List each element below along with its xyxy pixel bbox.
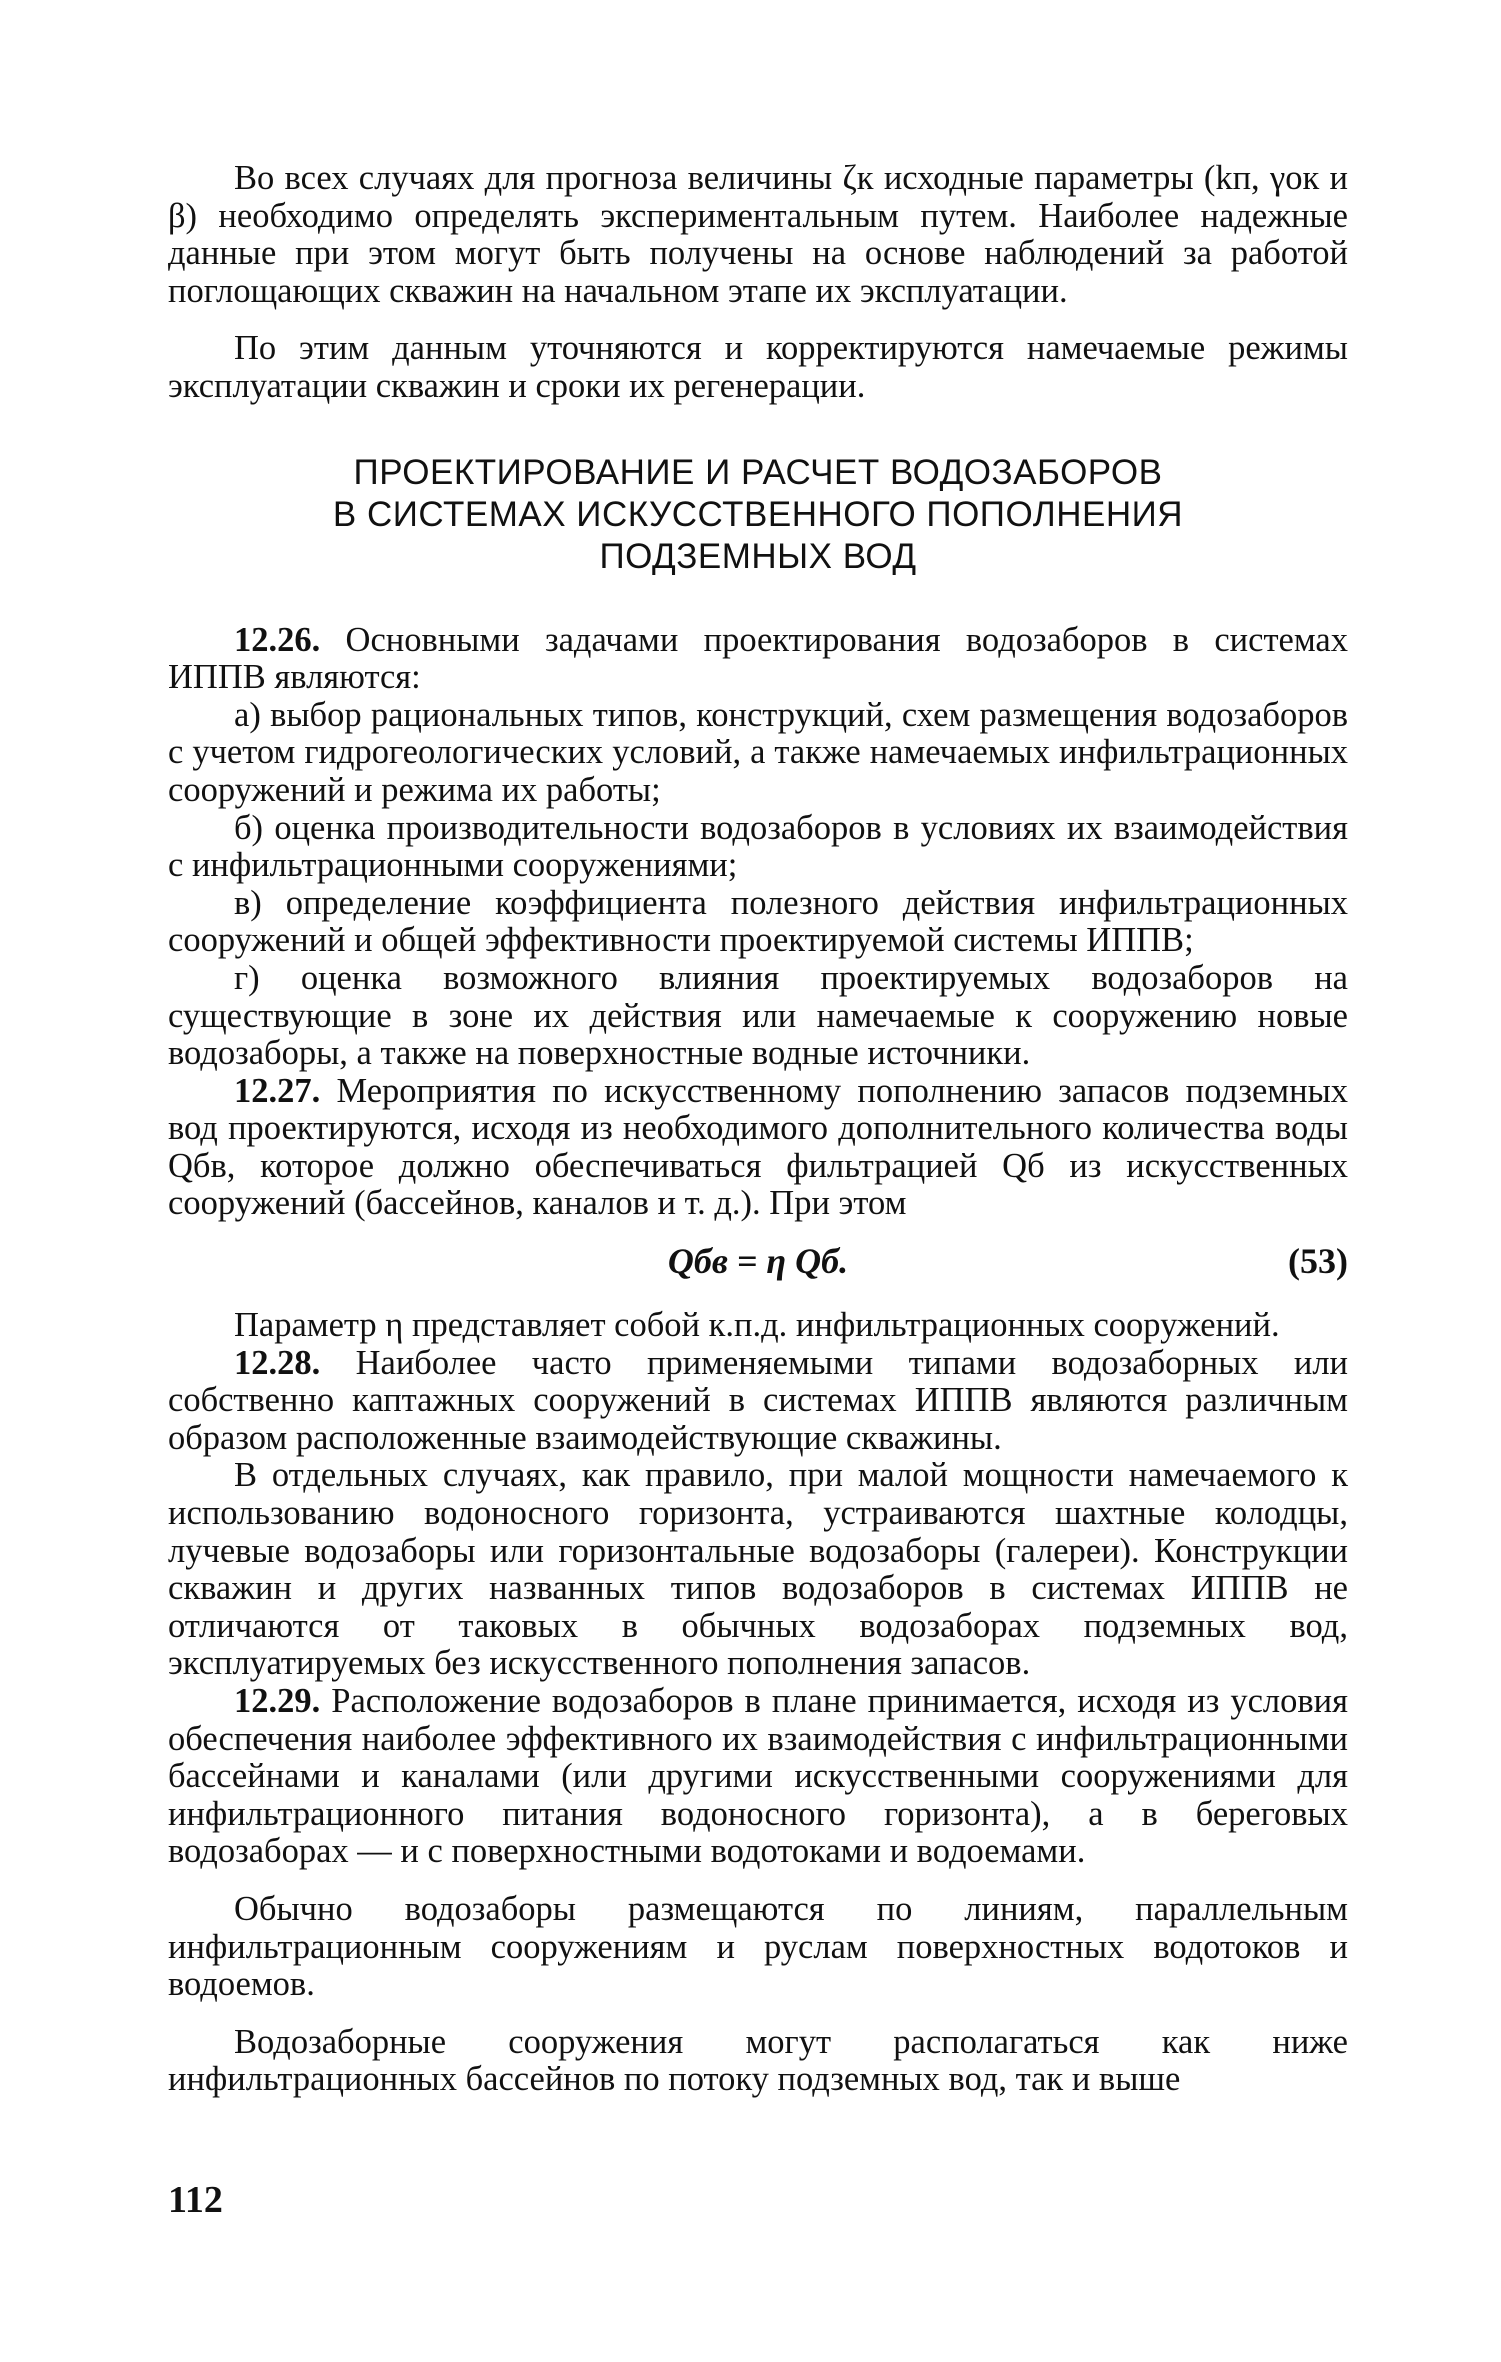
clause-12-28 — [168, 1345, 1348, 1458]
paragraph-placement-lines: Обычно водозаборы размещаются по линиям, параллельным инфильтрационным сооружениям и руслам поверхностных водотоков и водоемов. — [168, 1889, 1348, 2004]
paragraph-eta: Параметр η представляет собой к.п.д. инфильтрационных сооружений. — [234, 1306, 1280, 1345]
paragraph-forecast-parameters: Во всех случаях для прогноза величины ζк исходные параметры (kп, γок и β) необходимо определять экспериментальным путем. Наиболее надежные данные при этом могут быть получены на основе наблюдений за работой поглощающих скважин на начальном этапе их эксплуатации. — [168, 159, 1348, 310]
equation-number: (53) — [1288, 1241, 1348, 1282]
paragraph-regimes: По этим данным уточняются и корректируются намечаемые режимы эксплуатации скважин и сроки их регенерации. — [168, 329, 1348, 405]
list-item-v: в) определение коэффициента полезного действия инфильтрационных сооружений и общей эффективности проектируемой системы ИППВ; — [168, 883, 1348, 960]
section-heading-line-1: ПРОЕКТИРОВАНИЕ И РАСЧЕТ ВОДОЗАБОРОВ — [353, 452, 1163, 492]
clause-12-29 — [168, 1683, 1348, 1871]
list-item-b: б) оценка производительности водозаборов в условиях их взаимодействия с инфильтрационными сооружениями; — [168, 808, 1348, 885]
clause-text: Наиболее часто применяемыми типами водозаборных или собственно каптажных сооружений в системах ИППВ являются различным образом расположенные взаимодействующие скважины. — [168, 1343, 1349, 1457]
section-heading-line-2: В СИСТЕМАХ ИСКУССТВЕННОГО ПОПОЛНЕНИЯ — [332, 494, 1184, 534]
clause-text: Основными задачами проектирования водозаборов в системах ИППВ являются: — [168, 620, 1348, 697]
clause-number: 12.29. — [234, 1682, 321, 1720]
clause-number: 12.26. — [234, 620, 321, 659]
clause-12-26 — [168, 622, 1348, 697]
list-item-g: г) оценка возможного влияния проектируемых водозаборов на существующие в зоне их действия или намечаемые к сооружению новые водозаборы, а также на поверхностные водные источники. — [168, 958, 1348, 1073]
clause-12-27 — [168, 1073, 1348, 1223]
section-heading-line-3: ПОДЗЕМНЫХ ВОД — [599, 536, 917, 576]
section-heading — [168, 452, 1348, 578]
clause-text: Расположение водозаборов в плане принимается, исходя из условия обеспечения наиболее эффективного их взаимодействия с инфильтрационными бассейнами и каналами (или другими искусственными сооружениями для инфильтрационного питания водоносного горизонта), а в береговых водозаборах — и с поверхностными водотоками и водоемами. — [168, 1682, 1348, 1871]
formula-53 — [168, 1235, 1348, 1297]
clause-number: 12.28. — [234, 1343, 321, 1382]
list-item-a: а) выбор рациональных типов, конструкций, схем размещения водозаборов с учетом гидрогеологических условий, а также намечаемых инфильтрационных сооружений и режима их работы; — [168, 695, 1348, 809]
paragraph-intake-position: Водозаборные сооружения могут располагаться как ниже инфильтрационных бассейнов по потоку подземных вод, так и выше — [168, 2022, 1348, 2099]
clause-number: 12.27. — [234, 1071, 321, 1110]
clause-text: Мероприятия по искусственному пополнению запасов подземных вод проектируются, исходя из необходимого дополнительного количества воды Qбв, которое должно обеспечиваться фильтрацией Qб из искусственных сооружений (бассейнов, каналов и т. д.). При этом — [168, 1071, 1348, 1223]
text-column — [168, 160, 1348, 2099]
formula-expression: Qбв = η Qб. — [667, 1241, 849, 1282]
paragraph-special-cases: В отдельных случаях, как правило, при малой мощности намечаемого к использованию водоносного горизонта, устраиваются шахтные колодцы, лучевые водозаборы или горизонтальные водозаборы (галереи). Конструкции скважин и других названных типов водозаборов в системах ИППВ не отличаются от таковых в обычных водозаборах подземных вод, эксплуатируемых без искусственного пополнения запасов. — [168, 1456, 1348, 1683]
page-number: 112 — [168, 2179, 223, 2221]
